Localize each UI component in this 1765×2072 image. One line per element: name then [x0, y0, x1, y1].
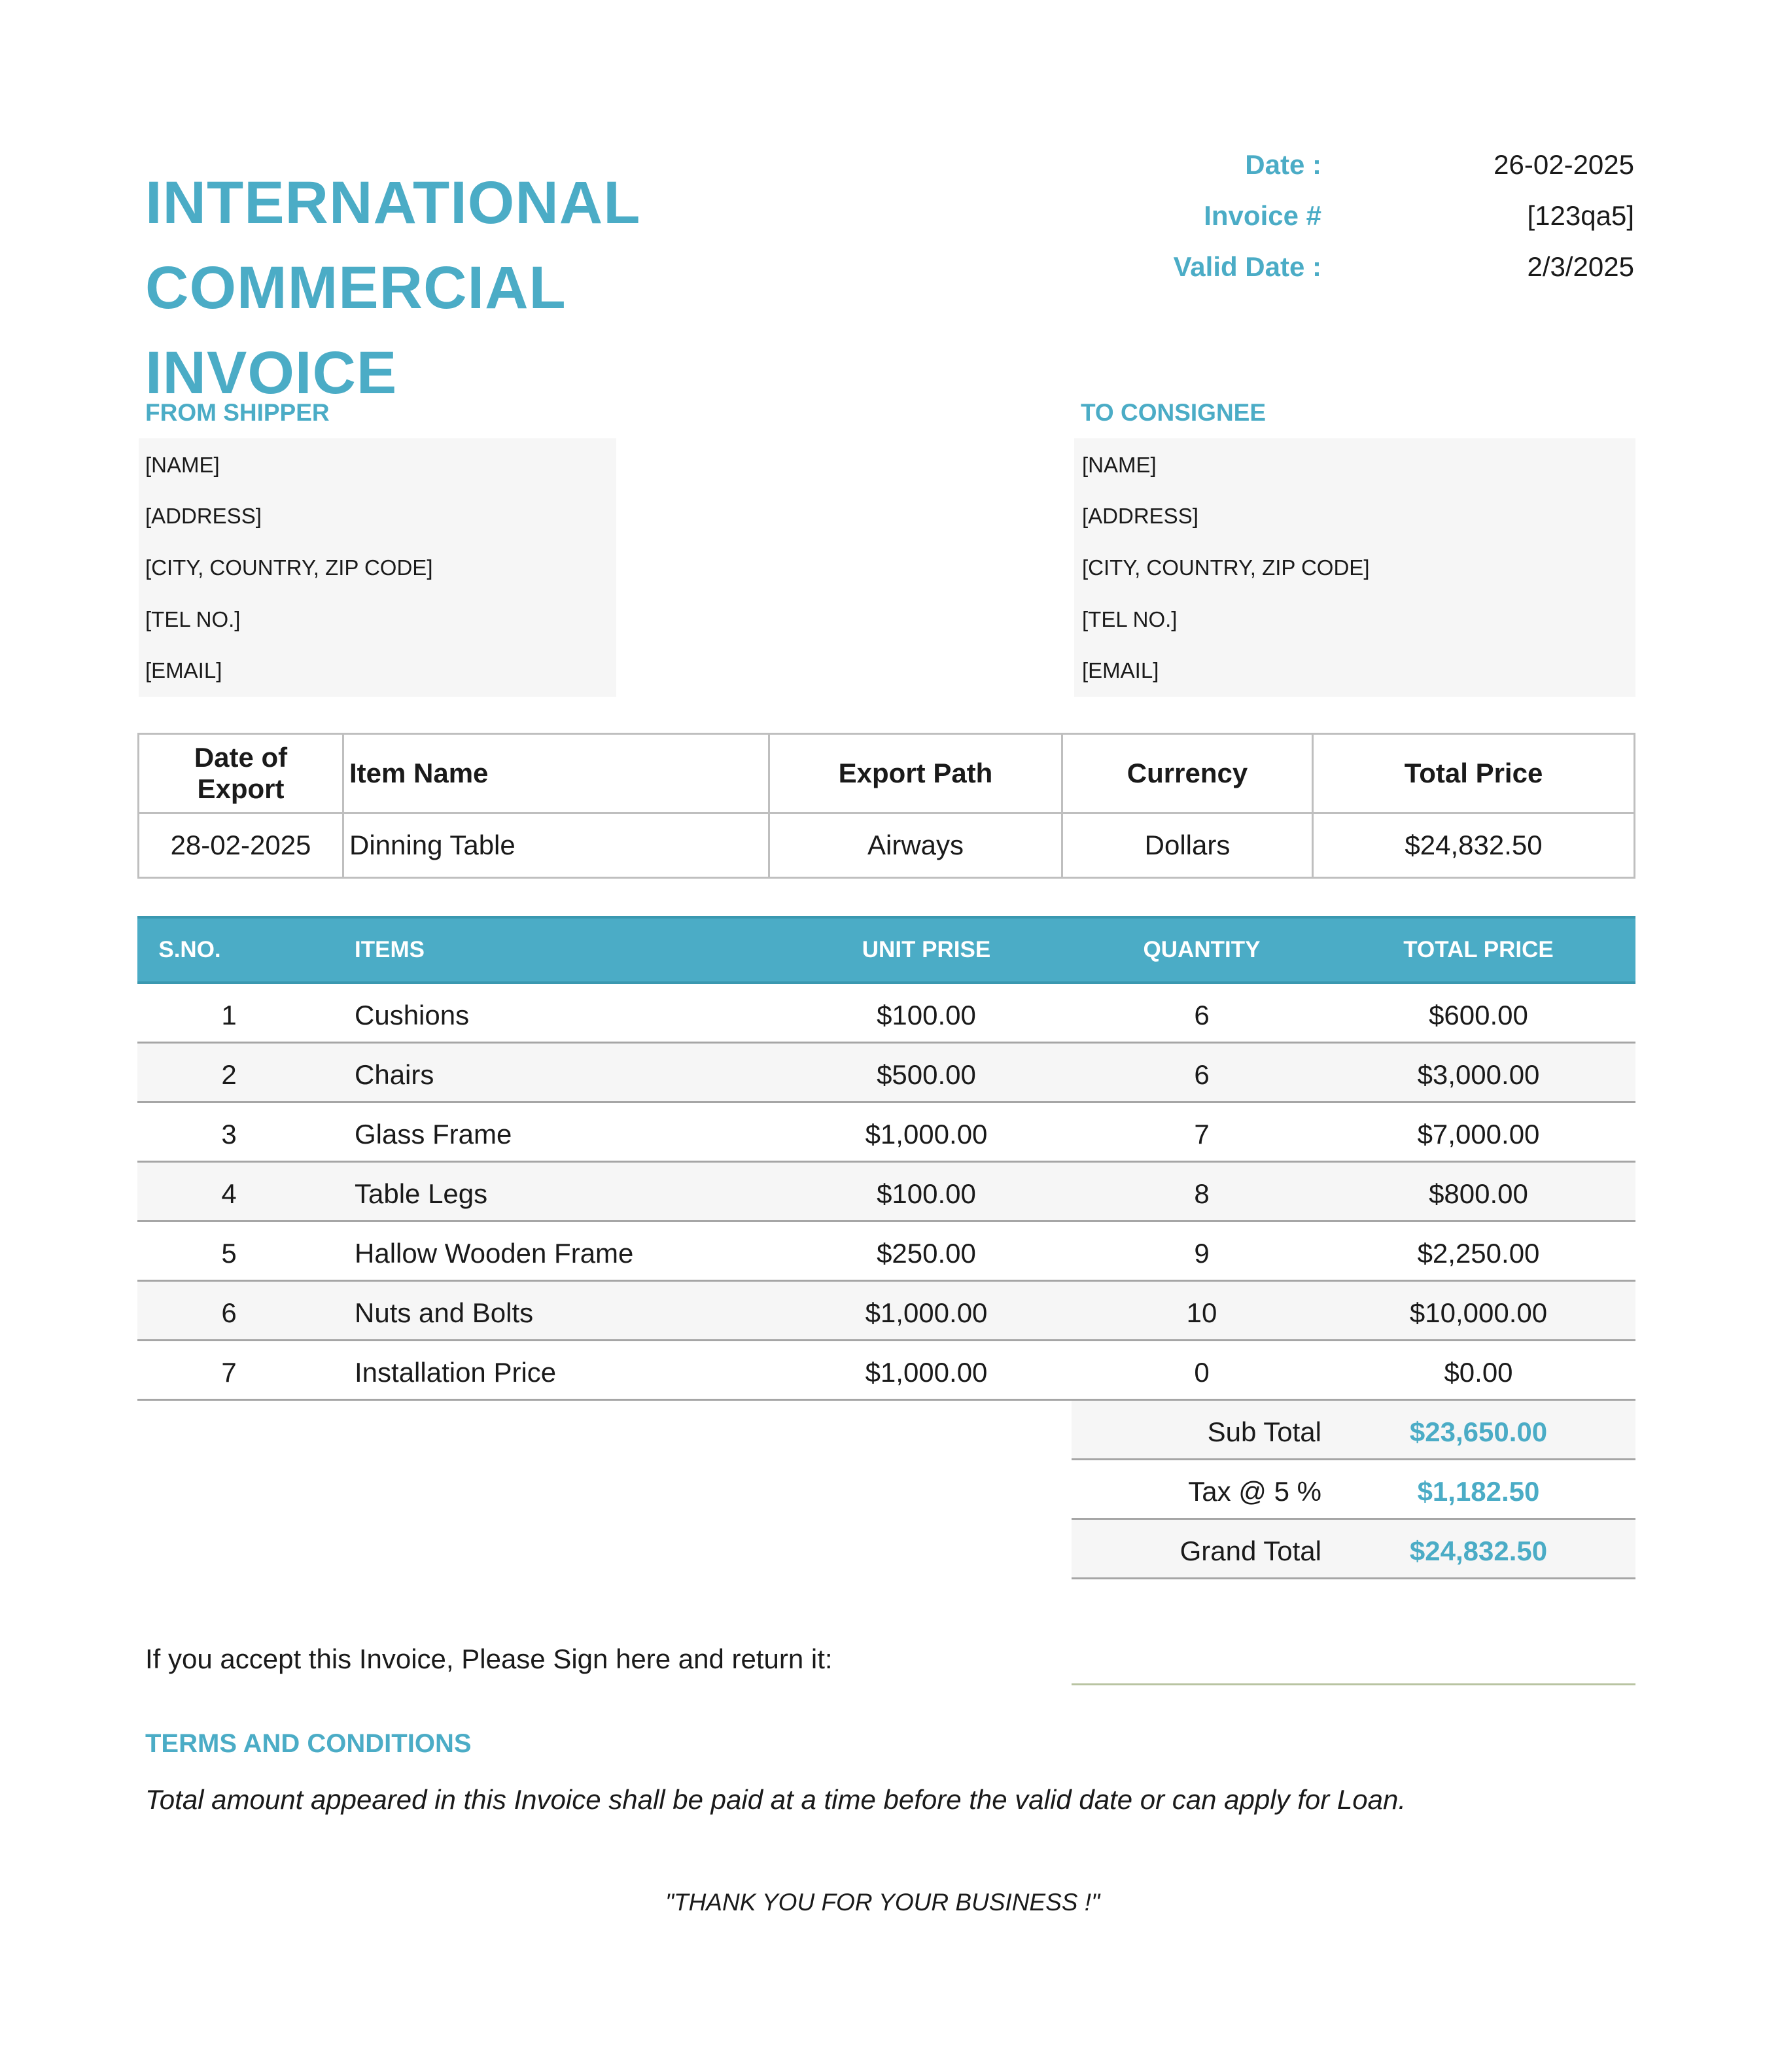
export-date-value: 28-02-2025 [139, 813, 343, 878]
grand-total-label: Grand Total [1180, 1536, 1321, 1566]
terms-heading: TERMS AND CONDITIONS [145, 1729, 472, 1758]
row-unit-price: $500.00 [877, 1059, 976, 1090]
grand-total-value: $24,832.50 [1409, 1536, 1548, 1566]
shipper-name: [NAME] [145, 453, 220, 477]
row-item: Chairs [355, 1059, 434, 1090]
valid-date-label: Valid Date : [1173, 251, 1321, 282]
row-total: $3,000.00 [1417, 1059, 1540, 1090]
row-total: $7,000.00 [1417, 1119, 1540, 1150]
terms-text: Total amount appeared in this Invoice shall be paid at a time before the valid date or can apply for Loan. [145, 1784, 1407, 1815]
items-header-total: TOTAL PRICE [1403, 937, 1554, 962]
export-header-row [139, 734, 1635, 813]
consignee-heading: TO CONSIGNEE [1081, 399, 1267, 426]
shipper-heading: FROM SHIPPER [145, 399, 330, 426]
consignee-city: [CITY, COUNTRY, ZIP CODE] [1082, 555, 1370, 580]
row-item: Nuts and Bolts [355, 1297, 534, 1328]
sign-instruction: If you accept this Invoice, Please Sign here and return it: [145, 1643, 833, 1674]
row-unit-price: $1,000.00 [865, 1297, 988, 1328]
date-label: Date : [1245, 149, 1321, 180]
invoice-number-value: [123qa5] [1527, 200, 1634, 231]
title-line-2: INVOICE [145, 340, 398, 406]
row-sno: 7 [221, 1357, 237, 1388]
row-sno: 4 [221, 1178, 237, 1209]
row-quantity: 7 [1194, 1119, 1210, 1150]
table-row [137, 1163, 1635, 1222]
export-value-row [139, 813, 1635, 878]
export-currency-value: Dollars [1062, 813, 1313, 878]
export-header-item: Item Name [343, 734, 769, 813]
row-unit-price: $100.00 [877, 1178, 976, 1209]
items-table-header [137, 916, 1635, 984]
row-item: Installation Price [355, 1357, 557, 1388]
tax-row [1072, 1460, 1635, 1520]
shipper-city: [CITY, COUNTRY, ZIP CODE] [145, 555, 433, 580]
row-total: $600.00 [1429, 1000, 1528, 1030]
shipper-tel: [TEL NO.] [145, 607, 241, 631]
consignee-email: [EMAIL] [1082, 658, 1159, 682]
grand-total-row [1072, 1520, 1635, 1579]
row-unit-price: $100.00 [877, 1000, 976, 1030]
consignee-tel: [TEL NO.] [1082, 607, 1178, 631]
row-sno: 6 [221, 1297, 237, 1328]
invoice-title [145, 160, 1061, 415]
row-sno: 1 [221, 1000, 237, 1030]
consignee-name: [NAME] [1082, 453, 1157, 477]
title-line-1: INTERNATIONAL COMMERCIAL [145, 169, 640, 321]
items-header-qty: QUANTITY [1143, 937, 1261, 962]
row-unit-price: $1,000.00 [865, 1119, 988, 1150]
table-row [137, 1341, 1635, 1401]
shipper-email: [EMAIL] [145, 658, 222, 682]
row-item: Hallow Wooden Frame [355, 1238, 634, 1269]
row-total: $10,000.00 [1409, 1297, 1548, 1328]
row-sno: 3 [221, 1119, 237, 1150]
row-sno: 5 [221, 1238, 237, 1269]
table-row [137, 1044, 1635, 1103]
row-total: $2,250.00 [1417, 1238, 1540, 1269]
export-total-value: $24,832.50 [1313, 813, 1635, 878]
row-total: $0.00 [1444, 1357, 1513, 1388]
row-quantity: 0 [1194, 1357, 1210, 1388]
row-unit-price: $1,000.00 [865, 1357, 988, 1388]
row-quantity: 8 [1194, 1178, 1210, 1209]
export-header-date: Date of Export [139, 734, 343, 813]
subtotal-value: $23,650.00 [1409, 1416, 1548, 1447]
shipper-address-box [139, 438, 616, 697]
export-table [137, 733, 1635, 879]
valid-date-value: 2/3/2025 [1527, 251, 1634, 282]
date-value: 26-02-2025 [1494, 149, 1634, 180]
table-row [137, 1282, 1635, 1341]
table-row [137, 1222, 1635, 1282]
signature-line[interactable] [1072, 1683, 1635, 1685]
row-quantity: 6 [1194, 1000, 1210, 1030]
consignee-address: [ADDRESS] [1082, 504, 1198, 528]
row-item: Cushions [355, 1000, 470, 1030]
invoice-number-label: Invoice # [1204, 200, 1321, 231]
consignee-address-box [1074, 438, 1635, 697]
export-header-path: Export Path [769, 734, 1062, 813]
row-quantity: 6 [1194, 1059, 1210, 1090]
row-item: Glass Frame [355, 1119, 512, 1150]
row-quantity: 10 [1186, 1297, 1217, 1328]
items-header-items: ITEMS [355, 937, 425, 962]
subtotal-row [1072, 1401, 1635, 1460]
export-path-value: Airways [769, 813, 1062, 878]
row-quantity: 9 [1194, 1238, 1210, 1269]
table-row [137, 1103, 1635, 1163]
items-header-sno: S.NO. [158, 937, 221, 962]
tax-label: Tax @ 5 % [1188, 1476, 1321, 1507]
tax-value: $1,182.50 [1417, 1476, 1540, 1507]
row-item: Table Legs [355, 1178, 488, 1209]
export-header-total: Total Price [1313, 734, 1635, 813]
table-row [137, 984, 1635, 1044]
shipper-address: [ADDRESS] [145, 504, 262, 528]
thank-you-note: "THANK YOU FOR YOUR BUSINESS !" [665, 1889, 1100, 1916]
subtotal-label: Sub Total [1207, 1416, 1321, 1447]
export-header-currency: Currency [1062, 734, 1313, 813]
row-sno: 2 [221, 1059, 237, 1090]
export-item-value: Dinning Table [343, 813, 769, 878]
row-total: $800.00 [1429, 1178, 1528, 1209]
row-unit-price: $250.00 [877, 1238, 976, 1269]
items-header-unit: UNIT PRISE [862, 937, 991, 962]
